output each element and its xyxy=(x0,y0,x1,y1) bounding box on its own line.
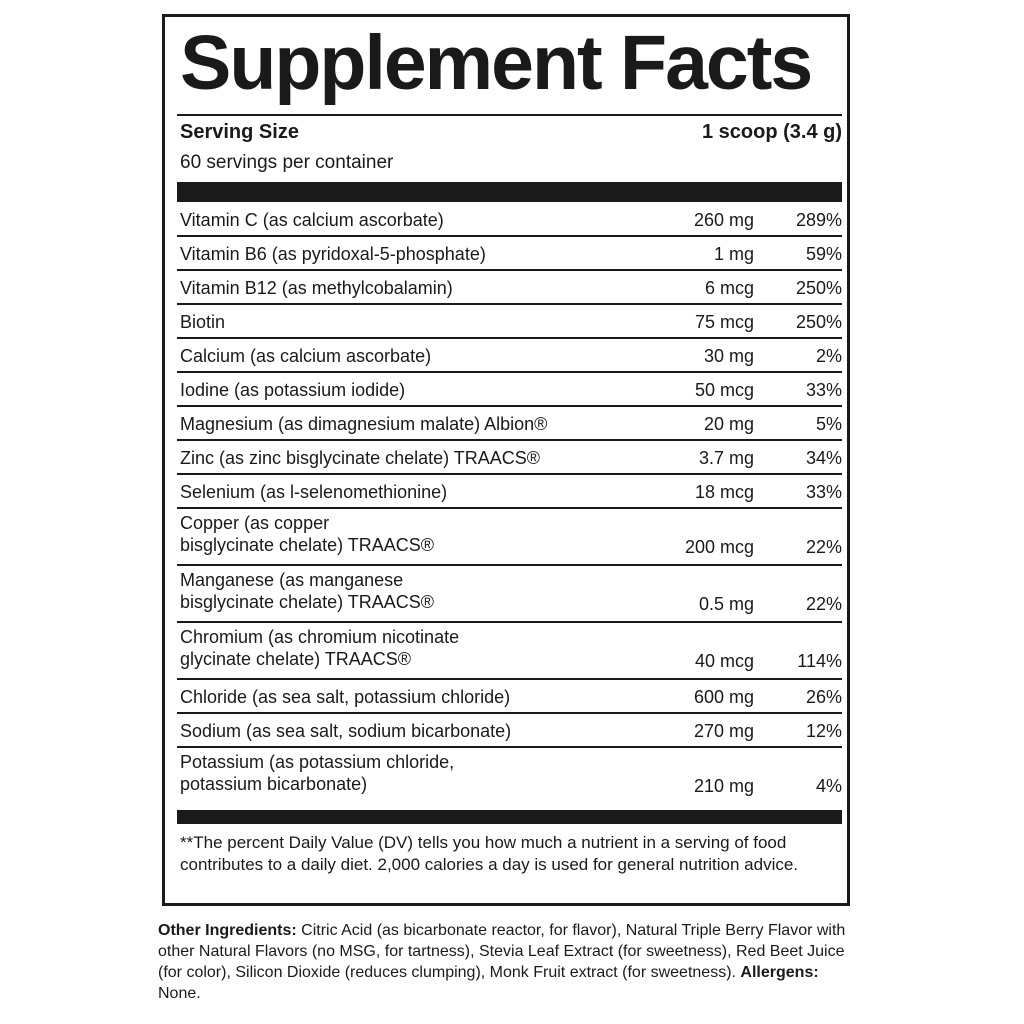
nutrient-name-line: glycinate chelate) TRAACS® xyxy=(180,649,412,669)
panel-title: Supplement Facts xyxy=(180,20,812,106)
nutrient-amount: 260 mg xyxy=(693,210,754,230)
nutrient-amount: 18 mcg xyxy=(694,482,754,502)
dv-footnote: **The percent Daily Value (DV) tells you how much a nutrient in a serving of food contributes to a daily diet. 2,000 calories a day is used for general nutrition advice. xyxy=(180,833,799,874)
nutrient-name xyxy=(180,277,453,299)
nutrient-row xyxy=(177,373,842,407)
nutrient-amount: 200 mcg xyxy=(684,537,754,557)
nutrient-amount: 30 mg xyxy=(703,346,754,366)
serving-size-label: Serving Size xyxy=(180,121,299,143)
nutrient-row xyxy=(177,680,842,714)
nutrient-name-line: Vitamin B6 (as pyridoxal-5-phosphate) xyxy=(180,244,486,264)
nutrient-row xyxy=(177,623,842,680)
nutrient-name-line: Chromium (as chromium nicotinate xyxy=(180,627,460,647)
nutrient-amount: 270 mg xyxy=(693,721,754,741)
nutrient-name-line: Sodium (as sea salt, sodium bicarbonate) xyxy=(180,721,512,741)
nutrient-row xyxy=(177,407,842,441)
nutrient-row xyxy=(177,237,842,271)
other-ingredients xyxy=(158,920,858,1004)
nutrient-daily-value: 12% xyxy=(805,721,842,741)
nutrient-row xyxy=(177,339,842,373)
nutrient-row xyxy=(177,509,842,566)
nutrient-daily-value: 33% xyxy=(805,380,842,400)
nutrient-row xyxy=(177,441,842,475)
nutrient-name xyxy=(180,243,486,265)
nutrient-name-line: Iodine (as potassium iodide) xyxy=(180,380,406,400)
nutrient-amount: 75 mcg xyxy=(694,312,754,332)
nutrient-row xyxy=(177,271,842,305)
nutrient-name-line: potassium bicarbonate) xyxy=(180,774,368,794)
nutrient-row xyxy=(177,305,842,339)
nutrient-row xyxy=(177,475,842,509)
nutrient-name-line: Copper (as copper xyxy=(180,513,330,533)
nutrient-daily-value: 5% xyxy=(815,414,842,434)
nutrient-name xyxy=(180,413,547,435)
nutrient-name xyxy=(180,345,431,367)
nutrient-daily-value: 33% xyxy=(805,482,842,502)
nutrient-name-line: Biotin xyxy=(180,312,226,332)
nutrient-name xyxy=(180,720,511,742)
servings-per-container: 60 servings per container xyxy=(180,152,394,173)
nutrient-name xyxy=(180,379,405,401)
nutrient-name-line: bisglycinate chelate) TRAACS® xyxy=(180,535,435,555)
nutrient-name-line: Zinc (as zinc bisglycinate chelate) TRAACS® xyxy=(180,448,541,468)
nutrient-amount: 0.5 mg xyxy=(698,594,754,614)
nutrient-daily-value: 250% xyxy=(795,312,842,332)
nutrient-daily-value: 22% xyxy=(805,594,842,614)
nutrient-name xyxy=(180,686,510,708)
nutrient-name xyxy=(180,626,459,670)
nutrient-row xyxy=(177,748,842,805)
nutrient-amount: 600 mg xyxy=(693,687,754,707)
allergens-label: Allergens: xyxy=(740,964,819,981)
allergens-text: None. xyxy=(158,985,201,1002)
nutrient-amount: 50 mcg xyxy=(694,380,754,400)
nutrient-name-line: Vitamin C (as calcium ascorbate) xyxy=(180,210,444,230)
nutrient-name-line: Magnesium (as dimagnesium malate) Albion® xyxy=(180,414,548,434)
other-ingredients-text: Citric Acid (as bicarbonate reactor, for flavor), Natural Triple Berry Flavor with other Natural Flavors (no MSG, for tartness), Stevia Leaf Extract (for sweetness), Red Beet Juice (for color), Silicon Dioxide (reduces clumping), Monk Fruit extract (for sweetness). xyxy=(158,922,846,981)
nutrient-name xyxy=(180,311,225,333)
nutrient-name-line: Manganese (as manganese xyxy=(180,570,404,590)
nutrient-amount: 20 mg xyxy=(703,414,754,434)
nutrient-row xyxy=(177,566,842,623)
nutrient-daily-value: 2% xyxy=(815,346,842,366)
nutrient-name-line: Calcium (as calcium ascorbate) xyxy=(180,346,432,366)
serving-size-value: 1 scoop (3.4 g) xyxy=(701,121,842,143)
bottom-thick-bar xyxy=(177,810,842,824)
nutrient-daily-value: 289% xyxy=(795,210,842,230)
nutrient-amount: 210 mg xyxy=(693,776,754,796)
nutrient-name-line: Selenium (as l-selenomethionine) xyxy=(180,482,448,502)
nutrient-name-line: bisglycinate chelate) TRAACS® xyxy=(180,592,435,612)
nutrient-name-line: Potassium (as potassium chloride, xyxy=(180,752,455,772)
nutrient-name-line: Vitamin B12 (as methylcobalamin) xyxy=(180,278,453,298)
nutrient-daily-value: 59% xyxy=(805,244,842,264)
nutrient-amount: 6 mcg xyxy=(704,278,754,298)
nutrient-name xyxy=(180,481,447,503)
nutrient-daily-value: 250% xyxy=(795,278,842,298)
nutrient-daily-value: 114% xyxy=(797,651,842,671)
nutrient-amount: 1 mg xyxy=(713,244,754,264)
nutrient-daily-value: 22% xyxy=(805,537,842,557)
nutrient-row xyxy=(177,714,842,748)
nutrient-name xyxy=(180,751,454,795)
nutrient-name xyxy=(180,512,434,556)
nutrient-row xyxy=(177,203,842,237)
other-ingredients-label: Other Ingredients: xyxy=(158,922,297,939)
nutrient-name xyxy=(180,209,444,231)
nutrient-daily-value: 26% xyxy=(805,687,842,707)
nutrient-amount: 40 mcg xyxy=(694,651,754,671)
nutrient-name xyxy=(180,569,434,613)
title-divider xyxy=(177,114,842,116)
nutrient-daily-value: 34% xyxy=(805,448,842,468)
nutrient-name xyxy=(180,447,540,469)
nutrient-amount: 3.7 mg xyxy=(698,448,754,468)
header-thick-bar xyxy=(177,182,842,202)
nutrient-name-line: Chloride (as sea salt, potassium chloride) xyxy=(180,687,511,707)
nutrient-daily-value: 4% xyxy=(815,776,842,796)
